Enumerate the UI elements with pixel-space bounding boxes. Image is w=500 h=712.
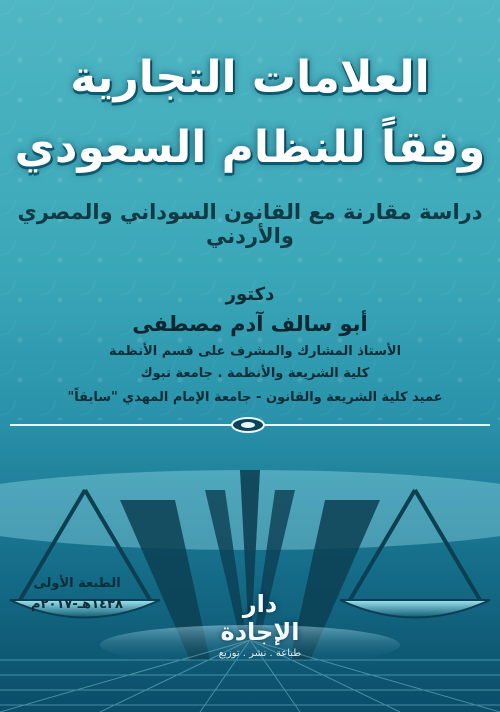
publisher-tagline: طباعة . نشر . توزيع <box>218 648 302 659</box>
author-affiliation-3: عميد كلية الشريعة والقانون - جامعة الإمام المهدي "سابقاً" <box>67 390 443 405</box>
author-title: دكتور <box>225 284 275 305</box>
edition-label: الطبعة الأولى <box>33 576 121 591</box>
subtitle: دراسة مقارنة مع القانون السوداني والمصري والأردني <box>17 200 483 248</box>
title-line-1: العلامات التجارية <box>70 52 430 103</box>
title-line-2: وفقاً للنظام السعودي <box>14 122 486 173</box>
author-affiliation-2: كلية الشريعة والأنظمة . جامعة تبوك <box>140 366 370 381</box>
scale-of-justice-icon <box>0 430 500 712</box>
edition-info <box>18 576 136 618</box>
author-name: أبو سالف آدم مصطفى <box>132 312 368 336</box>
edition-year: ١٤٣٨هـ-٢٠١٧م <box>31 597 123 612</box>
publisher-logo <box>205 590 315 659</box>
publisher-name: دار الإجادة <box>220 590 300 646</box>
author-affiliation-1: الأستاذ المشارك والمشرف على قسم الأنظمة <box>108 344 402 359</box>
